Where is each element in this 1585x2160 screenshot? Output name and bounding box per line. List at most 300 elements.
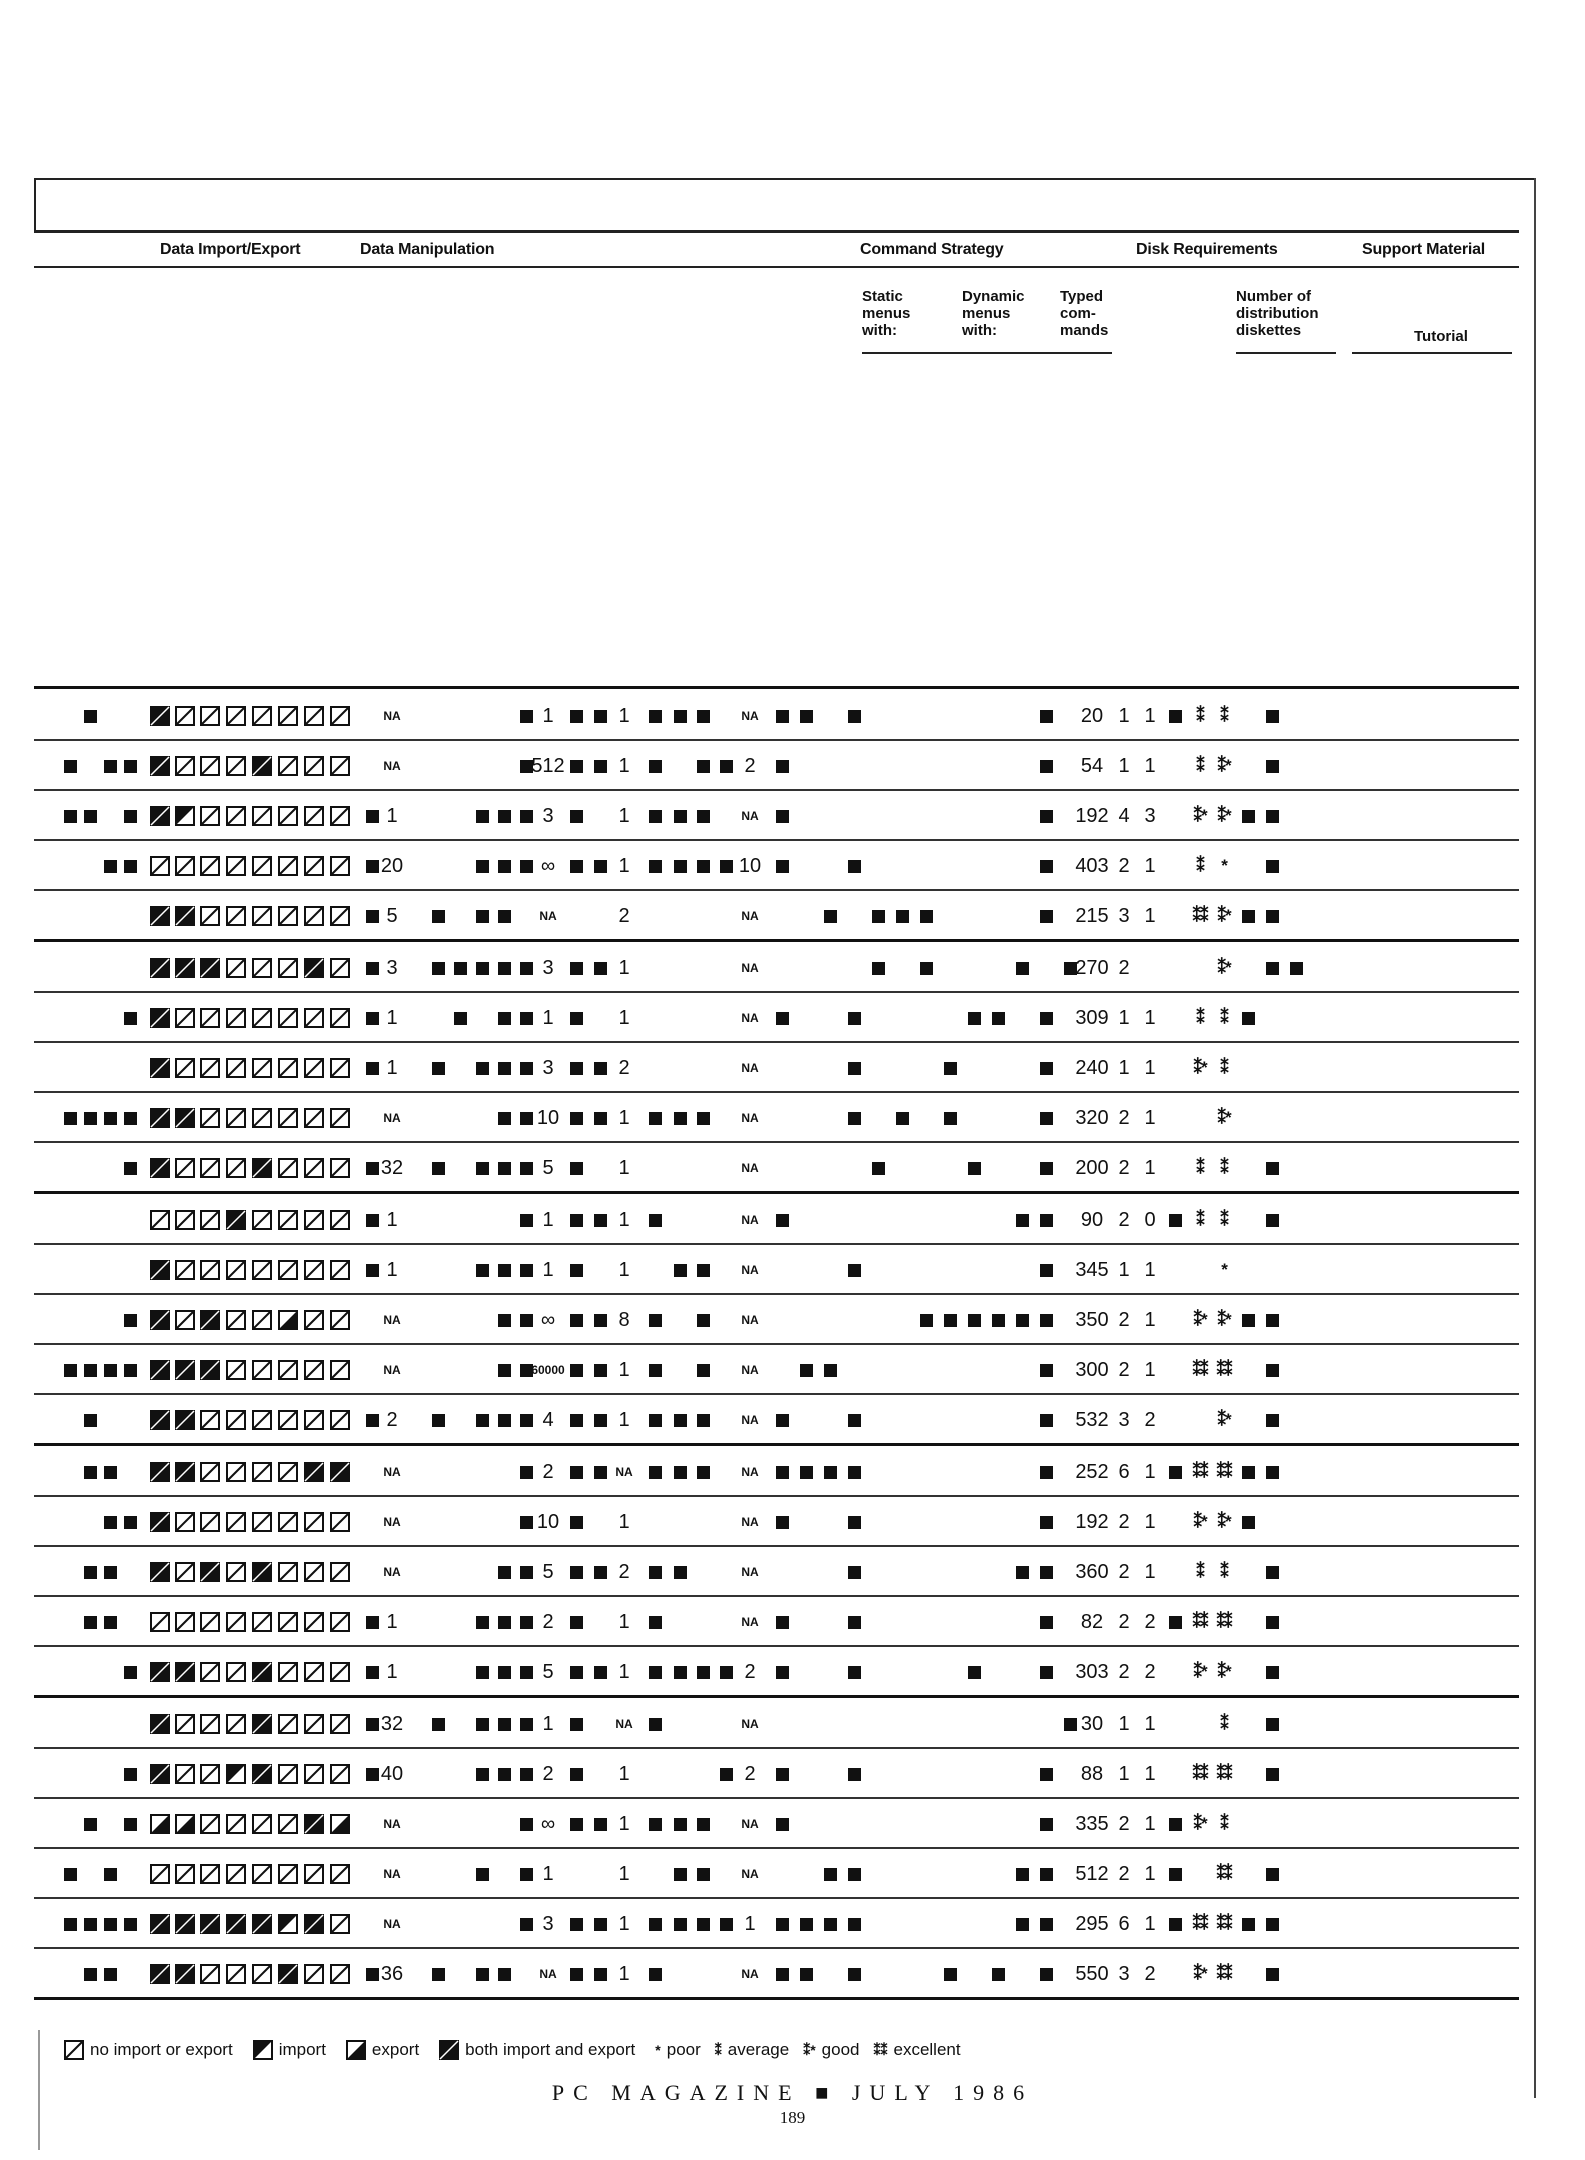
no-import-export-icon: [300, 1597, 328, 1647]
import-icon: [274, 1899, 302, 1949]
cell-value: 200: [1075, 1156, 1109, 1179]
check-square-icon: [720, 760, 733, 773]
check-square-icon: [570, 1062, 583, 1075]
check-square-icon: [476, 1616, 489, 1629]
cell-value: 40: [380, 1762, 404, 1785]
good-rating-icon: ⁑*: [1193, 806, 1207, 825]
no-import-export-icon: [196, 841, 224, 891]
filled-marker: [689, 1295, 717, 1345]
filled-marker: [1258, 1899, 1286, 1949]
check-square-icon: [476, 1666, 489, 1679]
check-square-icon: [498, 1566, 511, 1579]
import-export-icon: [146, 943, 174, 993]
table-row: [34, 841, 1519, 891]
no-import-export-icon: [222, 841, 250, 891]
check-square-icon: [476, 1264, 489, 1277]
table-row: [34, 1547, 1519, 1597]
filled-marker: [1258, 1849, 1286, 1899]
filled-marker: [641, 1447, 669, 1497]
import-export-icon: [146, 1345, 174, 1395]
no-import-export-icon: [222, 1497, 250, 1547]
filled-marker: [840, 1899, 868, 1949]
check-square-icon: [570, 1566, 583, 1579]
import-export-icon: [196, 1547, 224, 1597]
filled-marker: [768, 1497, 796, 1547]
cell-value: 1: [1144, 1358, 1156, 1381]
table-row: [34, 1447, 1519, 1497]
cell-value: 1: [1144, 1460, 1156, 1483]
filled-marker: [768, 841, 796, 891]
filled-marker: [424, 1949, 452, 1999]
filled-marker: [1032, 841, 1060, 891]
no-import-export-icon: [300, 1949, 328, 1999]
filled-marker: [116, 993, 144, 1043]
no-import-export-icon: [171, 1245, 199, 1295]
filled-marker: [1161, 1799, 1189, 1849]
good-rating-icon: ⁑*: [1217, 1310, 1231, 1329]
check-square-icon: [1266, 810, 1279, 823]
check-square-icon: [1040, 710, 1053, 723]
import-export-icon: [146, 1245, 174, 1295]
check-square-icon: [432, 1718, 445, 1731]
filled-marker: [1161, 691, 1189, 741]
filled-marker: [1032, 1195, 1060, 1245]
filled-marker: [1032, 691, 1060, 741]
cell-value: 1: [618, 1408, 630, 1431]
cell-value: 1: [542, 1712, 554, 1735]
no-import-export-icon: [300, 1195, 328, 1245]
no-import-export-icon: [326, 1749, 354, 1799]
check-square-icon: [920, 1314, 933, 1327]
filled-marker: [96, 1597, 124, 1647]
filled-marker: [96, 1949, 124, 1999]
check-square-icon: [104, 1364, 117, 1377]
check-square-icon: [84, 1112, 97, 1125]
check-square-icon: [84, 1616, 97, 1629]
filled-marker: [666, 1547, 694, 1597]
check-square-icon: [944, 1112, 957, 1125]
check-square-icon: [697, 1364, 710, 1377]
check-square-icon: [649, 1718, 662, 1731]
no-import-export-icon: [146, 1597, 174, 1647]
check-square-icon: [848, 1264, 861, 1277]
cell-value: NA: [383, 709, 401, 723]
filled-marker: [116, 791, 144, 841]
cell-value: 2: [1118, 1660, 1130, 1683]
import-export-icon: [146, 1497, 174, 1547]
cell-value: 2: [1118, 1106, 1130, 1129]
cell-value: 10: [536, 1510, 560, 1533]
filled-marker: [1258, 1195, 1286, 1245]
cell-value: 1: [386, 804, 398, 827]
check-square-icon: [697, 810, 710, 823]
import-export-icon: [146, 741, 174, 791]
check-square-icon: [84, 710, 97, 723]
no-import-export-icon: [274, 841, 302, 891]
filled-marker: [864, 943, 892, 993]
excellent-rating-icon: ⁑⁑: [1192, 1612, 1208, 1631]
filled-marker: [641, 1345, 669, 1395]
import-export-icon: [171, 943, 199, 993]
check-square-icon: [697, 1918, 710, 1931]
import-export-icon: [222, 1195, 250, 1245]
filled-marker: [641, 1949, 669, 1999]
both-legend-icon: [439, 2040, 459, 2060]
import-export-icon: [146, 891, 174, 941]
import-export-icon: [146, 1295, 174, 1345]
no-import-export-icon: [274, 993, 302, 1043]
good-rating-icon: ⁑*: [1193, 1058, 1207, 1077]
cell-value: 3: [1118, 904, 1130, 927]
cell-value: 1: [542, 1862, 554, 1885]
filled-marker: [116, 1899, 144, 1949]
cell-value: 3: [542, 1912, 554, 1935]
no-import-export-icon: [248, 841, 276, 891]
check-square-icon: [1266, 1918, 1279, 1931]
table-row: [34, 1043, 1519, 1093]
cell-value: 1: [618, 1208, 630, 1231]
cell-value: 300: [1075, 1358, 1109, 1381]
no-import-export-icon: [300, 1647, 328, 1697]
cell-value: 303: [1075, 1660, 1109, 1683]
row-divider: [34, 1997, 1519, 2000]
check-square-icon: [432, 1062, 445, 1075]
table-row: [34, 1699, 1519, 1749]
cell-value: 1: [542, 704, 554, 727]
check-square-icon: [649, 1968, 662, 1981]
filled-marker: [1258, 1597, 1286, 1647]
no-import-export-icon: [274, 1195, 302, 1245]
cell-value: 1: [1118, 1258, 1130, 1281]
check-square-icon: [872, 1162, 885, 1175]
check-square-icon: [824, 1868, 837, 1881]
check-square-icon: [498, 1012, 511, 1025]
export-icon: [171, 1799, 199, 1849]
filled-marker: [1032, 1899, 1060, 1949]
filled-marker: [1161, 1899, 1189, 1949]
filled-marker: [562, 1497, 590, 1547]
filled-marker: [76, 1799, 104, 1849]
check-square-icon: [594, 1062, 607, 1075]
filled-marker: [1258, 1295, 1286, 1345]
no-import-export-icon: [248, 943, 276, 993]
no-import-export-icon: [274, 1497, 302, 1547]
cell-value: 1: [386, 1610, 398, 1633]
check-square-icon: [697, 1666, 710, 1679]
no-import-export-icon: [248, 1497, 276, 1547]
no-import-export-icon: [274, 943, 302, 993]
filled-marker: [840, 1949, 868, 1999]
filled-marker: [689, 1345, 717, 1395]
cell-value: 2: [1118, 1610, 1130, 1633]
cell-value: 192: [1075, 804, 1109, 827]
cell-value: 3: [1118, 1962, 1130, 1985]
cell-value: NA: [741, 1011, 759, 1025]
cell-value: 512: [1075, 1862, 1109, 1885]
good-rating-icon: ⁑*: [1217, 1410, 1231, 1429]
no-import-export-icon: [326, 1295, 354, 1345]
cell-value: 1: [618, 804, 630, 827]
check-square-icon: [498, 1314, 511, 1327]
filled-marker: [864, 1143, 892, 1193]
good-rating-icon: ⁑*: [1193, 1310, 1207, 1329]
check-square-icon: [1266, 710, 1279, 723]
check-square-icon: [649, 1616, 662, 1629]
check-square-icon: [124, 760, 137, 773]
filled-marker: [1258, 891, 1286, 941]
filled-marker: [1234, 1497, 1262, 1547]
filled-marker: [1258, 1143, 1286, 1193]
filled-marker: [116, 1295, 144, 1345]
check-square-icon: [674, 1868, 687, 1881]
check-square-icon: [1242, 810, 1255, 823]
check-square-icon: [124, 810, 137, 823]
cell-value: 5: [542, 1156, 554, 1179]
no-import-export-icon: [248, 993, 276, 1043]
no-import-export-icon: [196, 1647, 224, 1697]
cell-value: 270: [1075, 956, 1109, 979]
cell-value: NA: [741, 1515, 759, 1529]
check-square-icon: [366, 1718, 379, 1731]
average-rating-icon: ⁑: [1196, 1210, 1204, 1229]
no-import-export-icon: [222, 1849, 250, 1899]
import-export-icon: [146, 1447, 174, 1497]
check-square-icon: [124, 1516, 137, 1529]
check-square-icon: [674, 810, 687, 823]
check-square-icon: [104, 1516, 117, 1529]
cell-value: NA: [383, 1515, 401, 1529]
check-square-icon: [1266, 1768, 1279, 1781]
check-square-icon: [1064, 1718, 1077, 1731]
cell-value: 335: [1075, 1812, 1109, 1835]
legend: [64, 2040, 975, 2060]
cell-value: 10: [738, 854, 762, 877]
cell-value: NA: [383, 1565, 401, 1579]
check-square-icon: [498, 1162, 511, 1175]
check-square-icon: [570, 1162, 583, 1175]
table-row: [34, 943, 1519, 993]
check-square-icon: [520, 1516, 533, 1529]
cell-value: 2: [1118, 1208, 1130, 1231]
excellent-rating-icon: ⁑⁑: [1216, 1462, 1232, 1481]
check-square-icon: [520, 810, 533, 823]
no-import-export-icon: [326, 993, 354, 1043]
check-square-icon: [520, 1314, 533, 1327]
filled-marker: [1032, 1497, 1060, 1547]
cell-value: 1: [618, 754, 630, 777]
check-square-icon: [476, 1968, 489, 1981]
filled-marker: [840, 1597, 868, 1647]
no-import-export-icon: [300, 1295, 328, 1345]
no-import-export-icon: [300, 1699, 328, 1749]
check-square-icon: [1016, 962, 1029, 975]
cell-value: NA: [383, 1363, 401, 1377]
check-square-icon: [476, 1414, 489, 1427]
check-square-icon: [1266, 1466, 1279, 1479]
cell-value: 60000: [531, 1363, 565, 1377]
check-square-icon: [432, 962, 445, 975]
tutorial-subhead-rule: [1352, 352, 1512, 354]
good-rating-icon: ⁑*: [1217, 906, 1231, 925]
no-import-export-icon: [171, 1043, 199, 1093]
disk-subhead-rule: [1236, 352, 1336, 354]
check-square-icon: [697, 1112, 710, 1125]
check-square-icon: [1040, 1264, 1053, 1277]
no-import-export-icon: [222, 1143, 250, 1193]
check-square-icon: [848, 1414, 861, 1427]
check-square-icon: [124, 1162, 137, 1175]
cell-value: 3: [1118, 1408, 1130, 1431]
average-rating-icon: ⁑: [1196, 1158, 1204, 1177]
no-import-export-icon: [222, 1043, 250, 1093]
check-square-icon: [520, 860, 533, 873]
check-square-icon: [476, 860, 489, 873]
no-import-export-icon: [274, 891, 302, 941]
check-square-icon: [649, 1918, 662, 1931]
check-square-icon: [1040, 810, 1053, 823]
filled-marker: [96, 1447, 124, 1497]
check-square-icon: [674, 1918, 687, 1931]
table-row: [34, 1597, 1519, 1647]
no-import-export-icon: [171, 1597, 199, 1647]
no-import-export-icon: [300, 1093, 328, 1143]
check-square-icon: [594, 962, 607, 975]
excellent-rating-icon: ⁑⁑: [1192, 1462, 1208, 1481]
check-square-icon: [1266, 860, 1279, 873]
export-icon: [274, 1295, 302, 1345]
cell-value: NA: [383, 759, 401, 773]
cell-value: 215: [1075, 904, 1109, 927]
no-import-export-icon: [146, 841, 174, 891]
check-square-icon: [776, 860, 789, 873]
row-divider: [34, 1695, 1519, 1698]
check-square-icon: [520, 962, 533, 975]
check-square-icon: [366, 1062, 379, 1075]
cell-value: 3: [542, 956, 554, 979]
check-square-icon: [1266, 1718, 1279, 1731]
filled-marker: [1032, 1345, 1060, 1395]
check-square-icon: [776, 1768, 789, 1781]
cell-value: 1: [542, 1258, 554, 1281]
no-import-export-icon: [248, 1447, 276, 1497]
good-rating-icon: ⁑*: [1217, 1108, 1231, 1127]
check-square-icon: [848, 1566, 861, 1579]
good-rating-icon: ⁑*: [803, 2041, 816, 2058]
check-square-icon: [366, 1012, 379, 1025]
check-square-icon: [800, 1968, 813, 1981]
check-square-icon: [498, 962, 511, 975]
check-square-icon: [520, 1868, 533, 1881]
filled-marker: [1032, 1849, 1060, 1899]
check-square-icon: [1040, 1868, 1053, 1881]
check-square-icon: [498, 1364, 511, 1377]
filled-marker: [1032, 1799, 1060, 1849]
cell-value: 550: [1075, 1962, 1109, 1985]
no-import-export-icon: [196, 691, 224, 741]
check-square-icon: [968, 1162, 981, 1175]
cell-value: NA: [741, 809, 759, 823]
good-rating-icon: ⁑*: [1217, 958, 1231, 977]
no-import-export-icon: [300, 741, 328, 791]
check-square-icon: [1266, 1616, 1279, 1629]
check-square-icon: [64, 1918, 77, 1931]
check-square-icon: [366, 1414, 379, 1427]
filled-marker: [641, 691, 669, 741]
check-square-icon: [570, 760, 583, 773]
filled-marker: [562, 993, 590, 1043]
filled-marker: [768, 1749, 796, 1799]
no-import-export-icon: [300, 1497, 328, 1547]
cell-value: 2: [1118, 1812, 1130, 1835]
no-import-export-icon: [222, 1395, 250, 1445]
cell-value: 2: [618, 904, 630, 927]
filled-marker: [960, 1143, 988, 1193]
check-square-icon: [570, 1012, 583, 1025]
check-square-icon: [697, 1264, 710, 1277]
import-export-icon: [171, 891, 199, 941]
cell-value: 1: [1144, 1308, 1156, 1331]
cell-value: 360: [1075, 1560, 1109, 1583]
cell-value: 1: [618, 1510, 630, 1533]
check-square-icon: [674, 710, 687, 723]
check-square-icon: [124, 1112, 137, 1125]
no-import-export-icon: [196, 791, 224, 841]
check-square-icon: [1169, 1616, 1182, 1629]
cell-value: 32: [380, 1156, 404, 1179]
import-export-icon: [146, 1949, 174, 1999]
check-square-icon: [1266, 1314, 1279, 1327]
cell-value: ∞: [540, 1812, 556, 1835]
no-import-export-icon: [248, 791, 276, 841]
check-square-icon: [570, 810, 583, 823]
check-square-icon: [848, 1112, 861, 1125]
check-square-icon: [366, 1968, 379, 1981]
check-square-icon: [520, 1918, 533, 1931]
cell-value: 1: [1144, 1912, 1156, 1935]
average-rating-icon: ⁑: [1196, 1008, 1204, 1027]
check-square-icon: [800, 1918, 813, 1931]
import-export-icon: [171, 1345, 199, 1395]
average-rating-icon: ⁑: [1220, 1562, 1228, 1581]
cell-value: 30: [1080, 1712, 1104, 1735]
cell-value: 1: [618, 854, 630, 877]
check-square-icon: [848, 860, 861, 873]
check-square-icon: [570, 1918, 583, 1931]
filled-marker: [562, 1597, 590, 1647]
check-square-icon: [520, 1566, 533, 1579]
cell-value: 2: [1118, 1510, 1130, 1533]
cell-value: 1: [1118, 1006, 1130, 1029]
cell-value: 1: [1118, 1762, 1130, 1785]
cell-value: ∞: [540, 1308, 556, 1331]
check-square-icon: [570, 1314, 583, 1327]
check-square-icon: [944, 1062, 957, 1075]
excellent-rating-icon: ⁑⁑: [1192, 1914, 1208, 1933]
check-square-icon: [848, 1918, 861, 1931]
filled-marker: [641, 1799, 669, 1849]
cell-value: NA: [539, 909, 557, 923]
check-square-icon: [920, 962, 933, 975]
cell-value: NA: [741, 1413, 759, 1427]
no-import-export-icon: [326, 1647, 354, 1697]
filled-marker: [1008, 943, 1036, 993]
check-square-icon: [594, 1214, 607, 1227]
table-row: [34, 1195, 1519, 1245]
filled-marker: [689, 1093, 717, 1143]
check-square-icon: [896, 1112, 909, 1125]
cell-value: 1: [618, 1006, 630, 1029]
cell-value: NA: [741, 1867, 759, 1881]
